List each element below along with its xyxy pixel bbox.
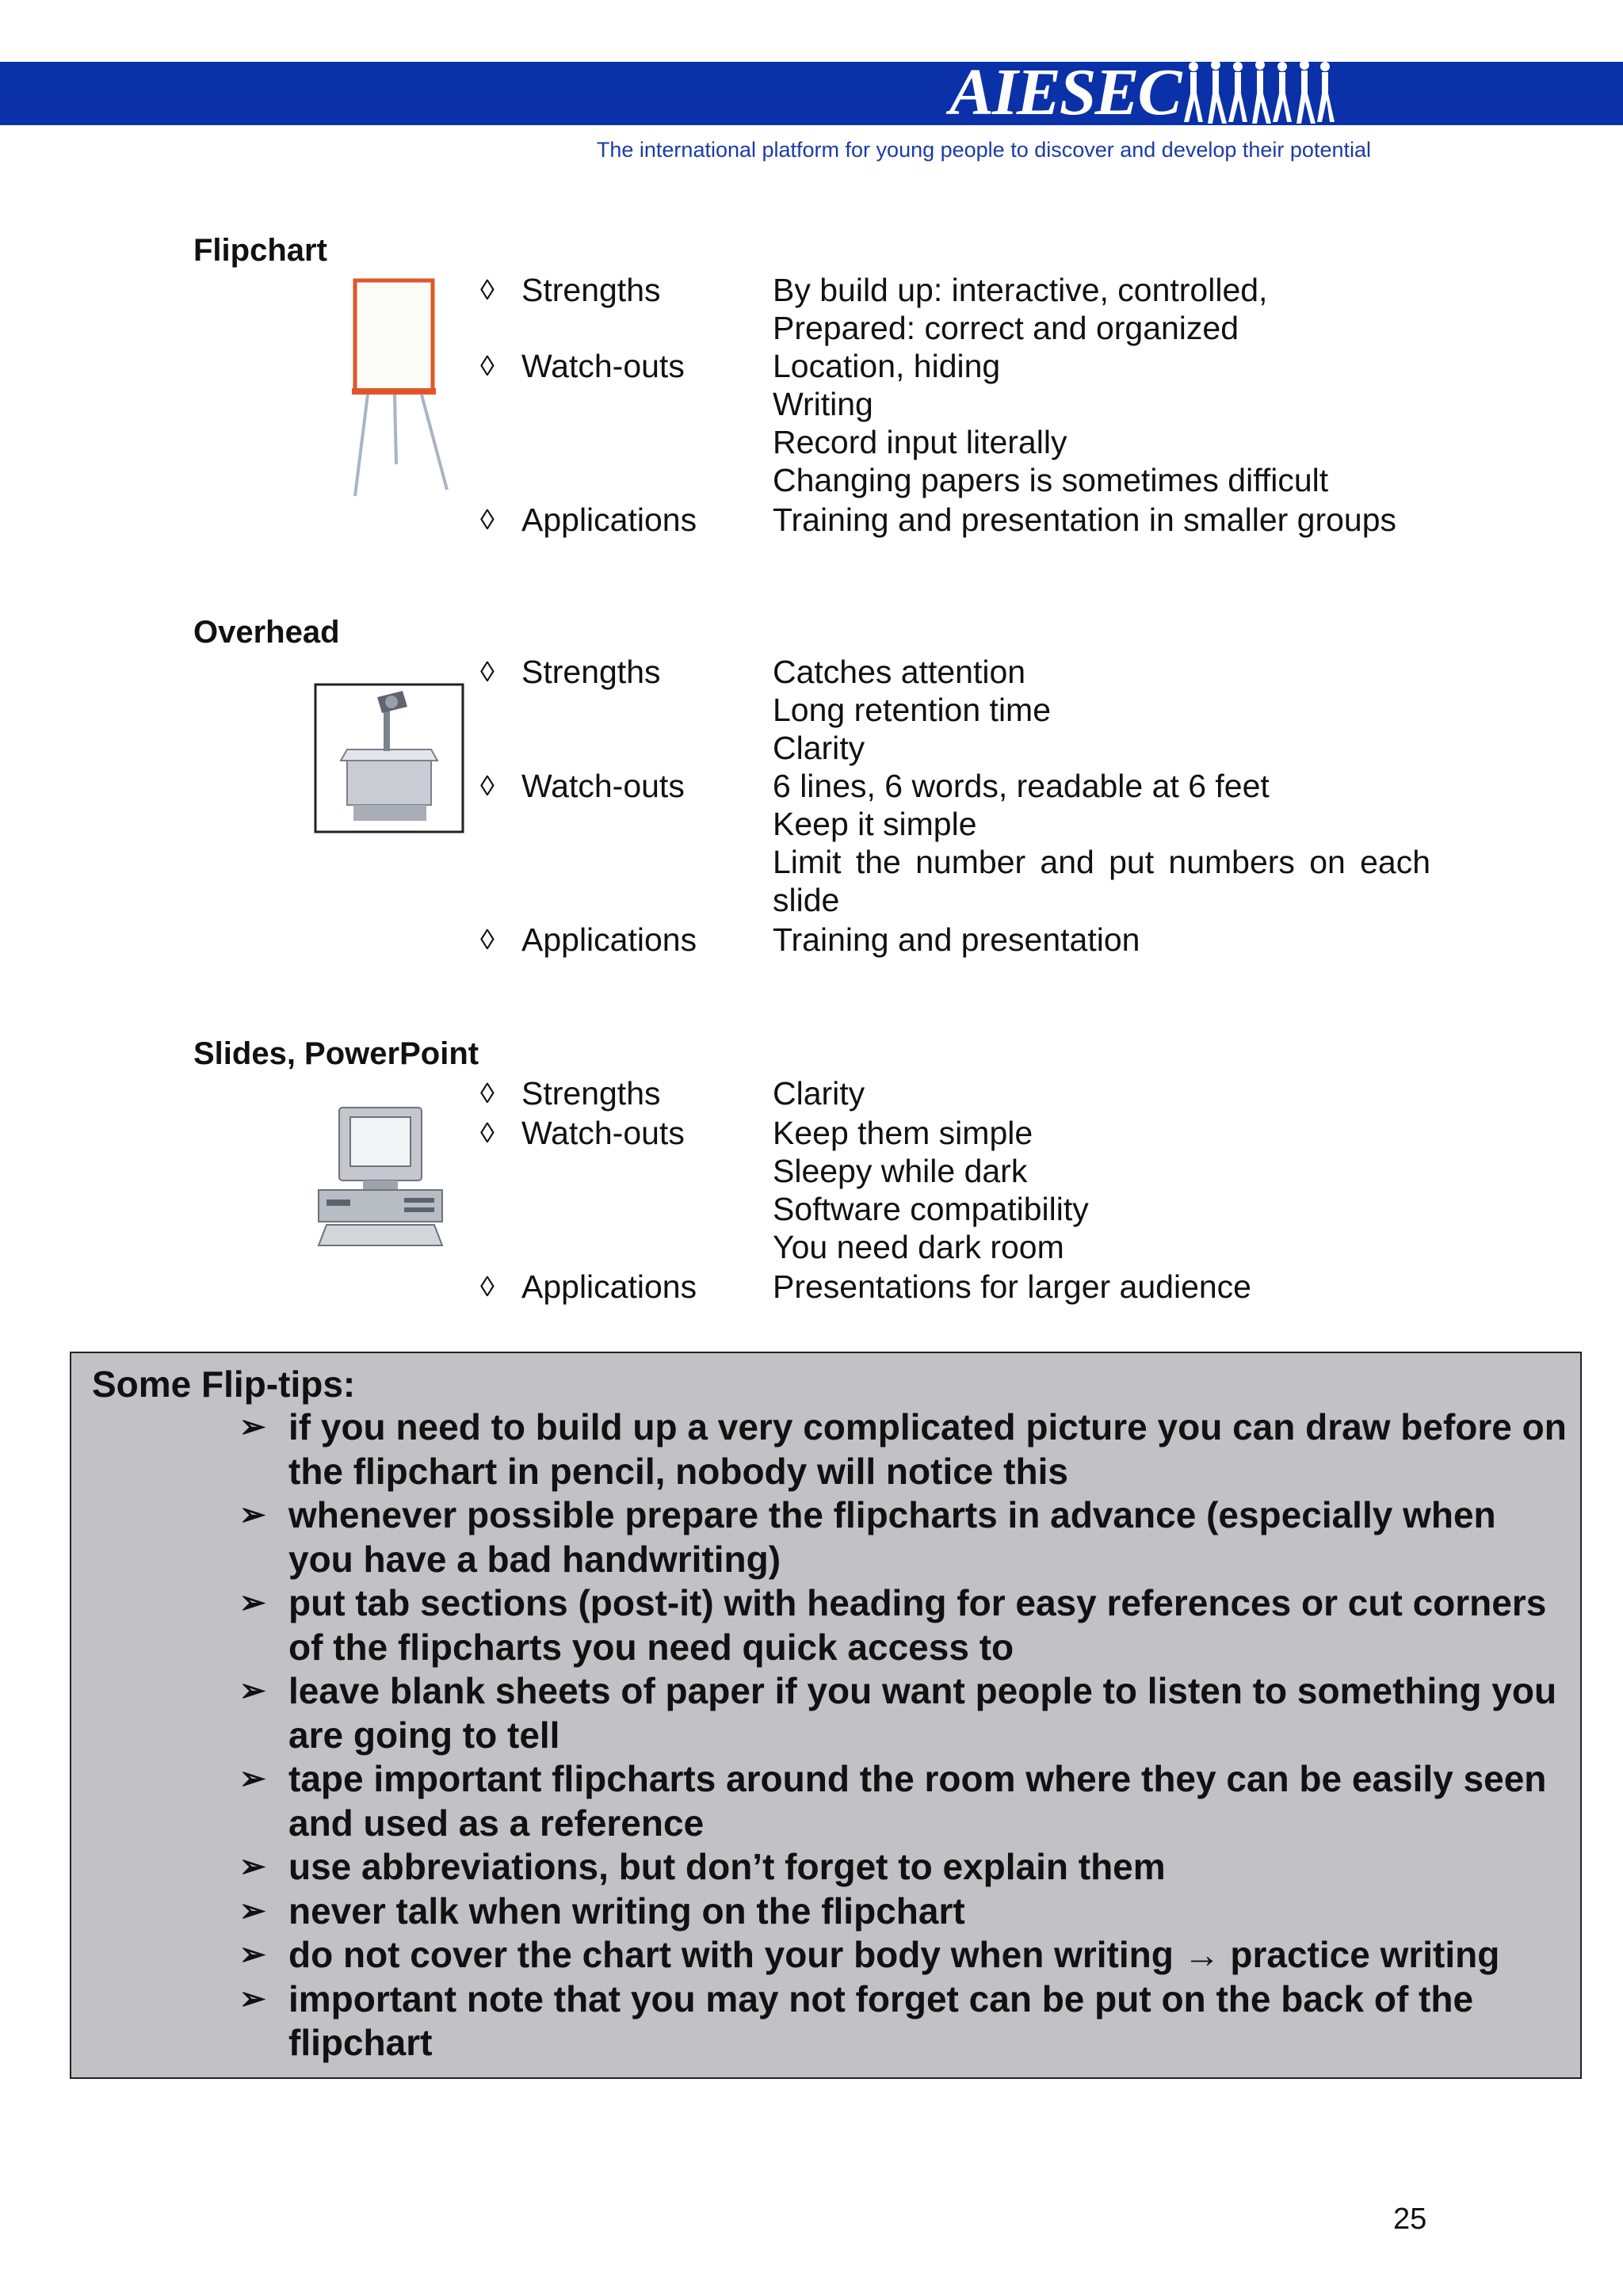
computer-icon — [315, 1106, 447, 1249]
watchout-item: Keep them simple — [773, 1115, 1033, 1151]
arrow-bullet-icon: ➢ — [239, 1981, 266, 2016]
flipchart-icon — [349, 277, 460, 499]
arrow-bullet-icon: ➢ — [239, 1849, 266, 1884]
arrow-bullet-icon: ➢ — [239, 1937, 266, 1972]
bullet: ◊ — [480, 349, 495, 382]
aiesec-logo — [949, 57, 1335, 128]
arrow-bullet-icon: ➢ — [239, 1409, 266, 1444]
tip-text: do not cover the chart with your body when writing → practice writing — [288, 1934, 1500, 1975]
arrow-bullet-icon: ➢ — [239, 1585, 266, 1620]
applications-label: Applications — [521, 1268, 697, 1305]
watchouts-label: Watch-outs — [521, 768, 685, 804]
tip-text: never talk when writing on the flipchart — [288, 1890, 965, 1932]
watchout-item: 6 lines, 6 words, readable at 6 feet — [773, 768, 1270, 804]
tip-text: if you need to build up a very complicated picture you can draw before on the flipchart in pencil, nobody will notice this — [288, 1406, 1567, 1492]
strength-item: Long retention time — [773, 692, 1052, 728]
watchout-item: Location, hiding — [773, 348, 1001, 384]
page-number: 25 — [1393, 2203, 1427, 2236]
logo-text: AIESEC — [949, 55, 1181, 129]
tip-item — [239, 1933, 1571, 1978]
watchout-item: Keep it simple — [773, 806, 977, 842]
tips-title: Some Flip-tips: — [92, 1363, 356, 1405]
bullet: ◊ — [480, 923, 495, 955]
strengths-label: Strengths — [521, 1075, 661, 1112]
watchout-item: Limit the number and put numbers on each slide — [773, 844, 1430, 918]
arrow-bullet-icon: ➢ — [239, 1893, 266, 1928]
watchout-item: Software compatibility — [773, 1191, 1089, 1227]
bullet: ◊ — [480, 1116, 495, 1149]
header-bar — [0, 62, 1623, 125]
arrow-bullet-icon: ➢ — [239, 1497, 266, 1532]
bullet: ◊ — [480, 655, 495, 688]
tip-item — [239, 1581, 1571, 1669]
section-title-slides: Slides, PowerPoint — [193, 1036, 479, 1071]
bullet: ◊ — [480, 1270, 495, 1302]
application-item: Training and presentation in smaller groups — [773, 502, 1397, 538]
watchout-item: Record input literally — [773, 424, 1067, 460]
tip-text: whenever possible prepare the flipcharts in advance (especially when you have a bad handwriting) — [288, 1494, 1496, 1580]
overhead-picture — [314, 683, 464, 837]
tip-item — [239, 1978, 1571, 2065]
watchout-item: You need dark room — [773, 1229, 1064, 1265]
tip-text: leave blank sheets of paper if you want people to listen to something you are going to tell — [288, 1670, 1557, 1756]
bullet: ◊ — [480, 503, 495, 536]
watchouts-label: Watch-outs — [521, 1115, 685, 1151]
applications-label: Applications — [521, 502, 697, 538]
bullet: ◊ — [480, 769, 495, 802]
bullet: ◊ — [480, 1077, 495, 1109]
section-title-flipchart: Flipchart — [193, 233, 327, 268]
strength-item: By build up: interactive, controlled, — [773, 272, 1268, 308]
flip-tips-box — [70, 1352, 1582, 2079]
strengths-label: Strengths — [521, 272, 661, 308]
watchout-item: Changing papers is sometimes difficult — [773, 462, 1329, 498]
flipchart-picture — [349, 277, 460, 503]
tip-text: put tab sections (post-it) with heading for easy references or cut corners of the flipcharts you need quick access to — [288, 1582, 1547, 1668]
tip-text: use abbreviations, but don’t forget to explain them — [288, 1846, 1166, 1887]
application-item: Presentations for larger audience — [773, 1268, 1251, 1305]
watchouts-label: Watch-outs — [521, 348, 685, 384]
strength-item: Prepared: correct and organized — [773, 310, 1239, 346]
watchout-item: Writing — [773, 386, 873, 422]
strengths-label: Strengths — [521, 654, 661, 690]
strength-item: Clarity — [773, 730, 865, 766]
tip-text: tape important flipcharts around the room where they can be easily seen and used as a reference — [288, 1758, 1547, 1844]
tip-item — [239, 1845, 1571, 1890]
section-title-overhead: Overhead — [193, 615, 340, 650]
tagline: The international platform for young people to discover and develop their potential — [596, 138, 1371, 162]
tip-text: important note that you may not forget can be put on the back of the flipchart — [288, 1978, 1474, 2063]
bullet: ◊ — [480, 273, 495, 306]
applications-label: Applications — [521, 921, 697, 958]
aiesec-people-icon — [1184, 59, 1335, 127]
tip-item — [239, 1890, 1571, 1934]
computer-picture — [315, 1106, 447, 1253]
tip-item — [239, 1405, 1571, 1493]
tips-list — [239, 1405, 1571, 2065]
application-item: Training and presentation — [773, 921, 1140, 958]
strength-item: Catches attention — [773, 654, 1026, 690]
arrow-bullet-icon: ➢ — [239, 1673, 266, 1708]
tip-item — [239, 1757, 1571, 1845]
strength-item: Clarity — [773, 1075, 865, 1112]
watchout-item: Sleepy while dark — [773, 1153, 1028, 1189]
tip-item — [239, 1669, 1571, 1757]
arrow-bullet-icon: ➢ — [239, 1761, 266, 1796]
tip-item — [239, 1493, 1571, 1581]
overhead-projector-icon — [314, 683, 464, 833]
